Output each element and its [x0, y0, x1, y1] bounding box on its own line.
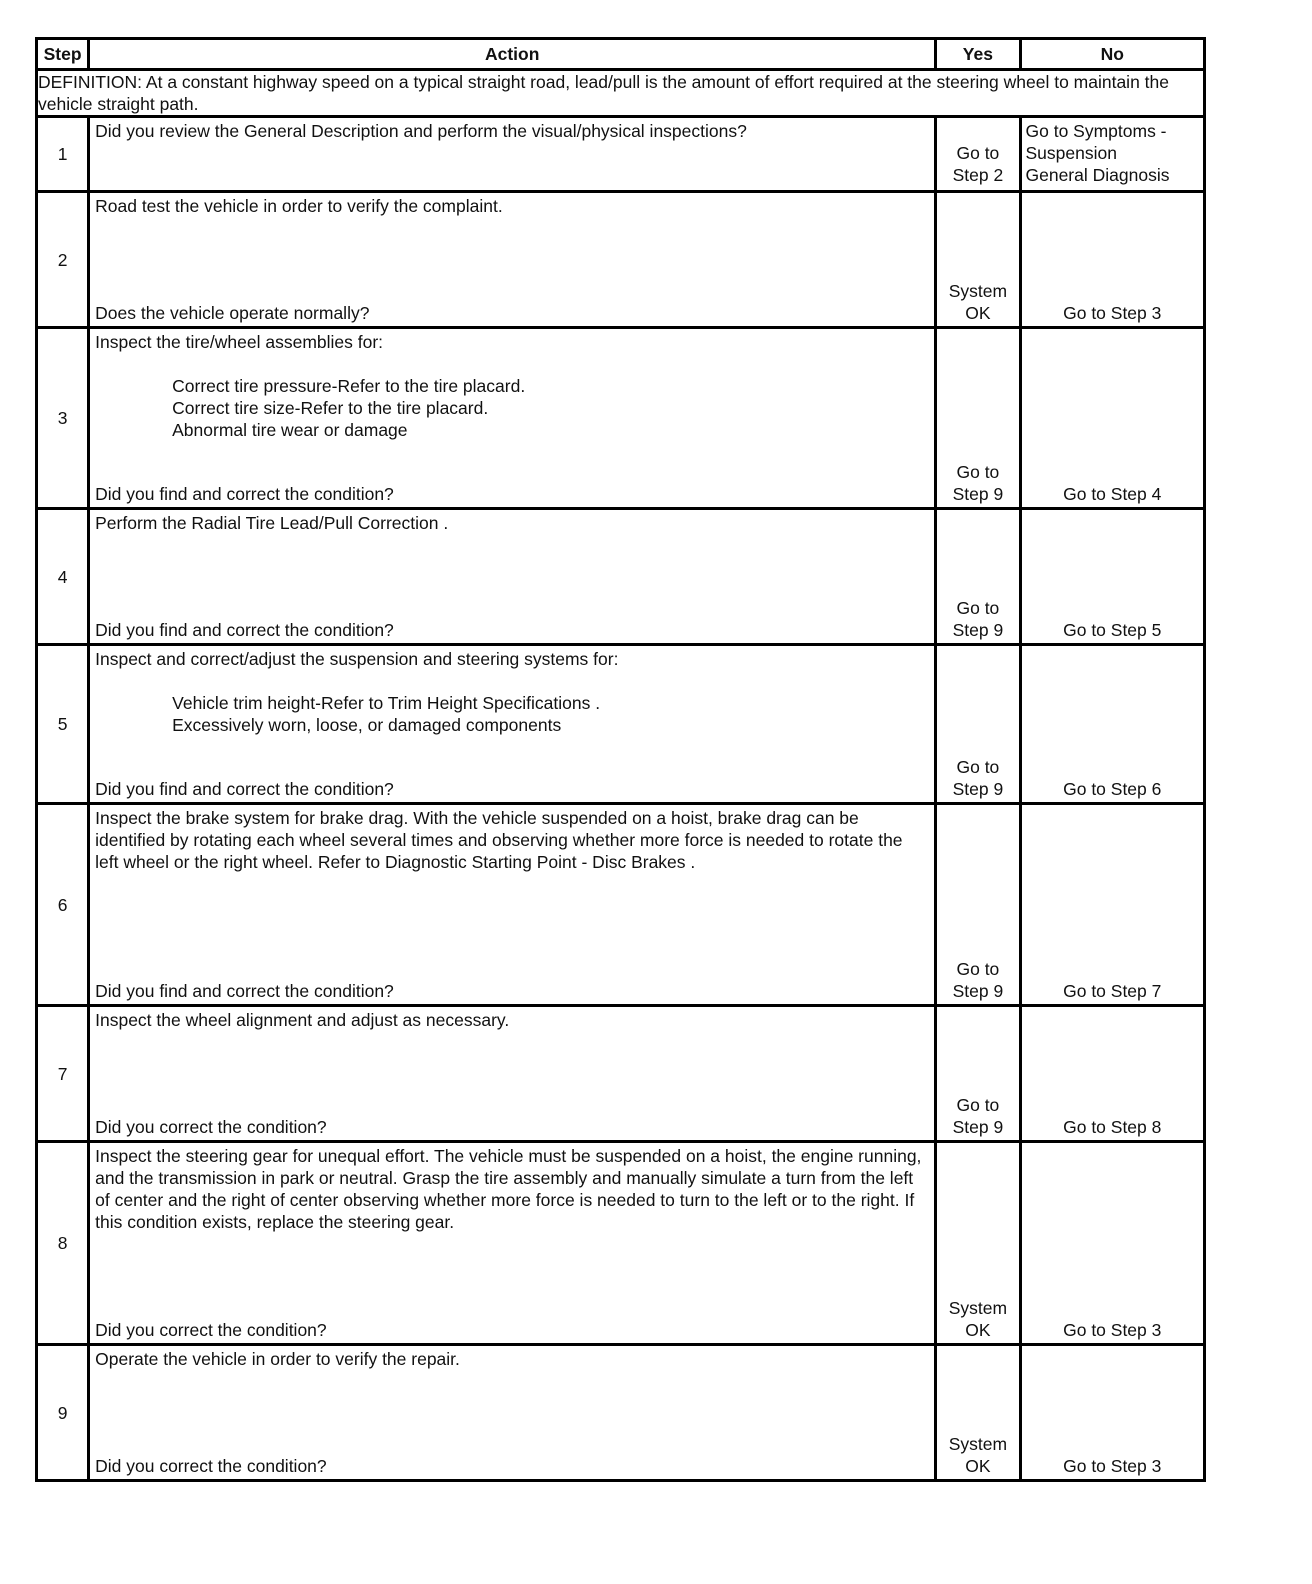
- no-cell: [1020, 117, 1205, 192]
- yes-cell: [936, 645, 1020, 804]
- action-cell: [89, 509, 936, 645]
- yes-result: Go to: [956, 143, 1000, 163]
- inspection-item: Excessively worn, loose, or damaged components: [172, 715, 562, 735]
- yes-cell: [936, 117, 1020, 192]
- step-row: [37, 1006, 1205, 1142]
- action-text: Road test the vehicle in order to verify the complaint.: [95, 196, 503, 216]
- step-row: [37, 804, 1205, 1006]
- step-number: 9: [37, 1345, 89, 1481]
- action-cell: [89, 1006, 936, 1142]
- action-question: Did you correct the condition?: [95, 1456, 327, 1476]
- no-header: No: [1020, 39, 1205, 70]
- no-result: Go to Step 3: [1063, 1320, 1162, 1340]
- action-question: Did you find and correct the condition?: [95, 779, 394, 799]
- action-cell: [89, 192, 936, 328]
- no-result: General Diagnosis: [1025, 165, 1170, 185]
- step-row: [37, 192, 1205, 328]
- action-text: Inspect and correct/adjust the suspension and steering systems for:: [95, 649, 619, 669]
- diagnostic-table: [35, 37, 1206, 1482]
- inspection-list: [172, 375, 930, 441]
- definition-text: DEFINITION: At a constant highway speed on a typical straight road, lead/pull is the amount of effort required at the steering wheel to maintain the vehicle straight path.: [37, 70, 1205, 117]
- action-question: Does the vehicle operate normally?: [95, 303, 370, 323]
- yes-result: Step 9: [952, 620, 1004, 640]
- step-row: [37, 1142, 1205, 1345]
- yes-result: Step 9: [952, 1117, 1004, 1137]
- action-text: Operate the vehicle in order to verify the repair.: [95, 1349, 460, 1369]
- action-text: Inspect the tire/wheel assemblies for:: [95, 332, 384, 352]
- action-question: Did you find and correct the condition?: [95, 981, 394, 1001]
- step-number: 2: [37, 192, 89, 328]
- action-cell: [89, 117, 936, 192]
- yes-result: OK: [965, 1456, 991, 1476]
- yes-cell: [936, 192, 1020, 328]
- no-result: Suspension: [1025, 143, 1117, 163]
- yes-result: Go to: [956, 1095, 1000, 1115]
- action-question: Did you correct the condition?: [95, 1320, 327, 1340]
- inspection-item: Correct tire pressure-Refer to the tire placard.: [172, 376, 526, 396]
- yes-result: Go to: [956, 959, 1000, 979]
- no-result: Go to Symptoms -: [1025, 121, 1167, 141]
- no-cell: [1020, 1345, 1205, 1481]
- no-result: Go to Step 4: [1063, 484, 1162, 504]
- yes-result: Step 2: [952, 165, 1004, 185]
- yes-result: System: [948, 1434, 1008, 1454]
- no-result: Go to Step 3: [1063, 1456, 1162, 1476]
- action-text: Perform the Radial Tire Lead/Pull Correction .: [95, 513, 449, 533]
- yes-cell: [936, 804, 1020, 1006]
- no-result: Go to Step 8: [1063, 1117, 1162, 1137]
- action-question: Did you correct the condition?: [95, 1117, 327, 1137]
- yes-result: Step 9: [952, 779, 1004, 799]
- inspection-item: Correct tire size-Refer to the tire placard.: [172, 398, 489, 418]
- no-result: Go to Step 5: [1063, 620, 1162, 640]
- step-header: Step: [37, 39, 89, 70]
- action-cell: [89, 328, 936, 509]
- action-question: Did you find and correct the condition?: [95, 620, 394, 640]
- step-row: [37, 1345, 1205, 1481]
- action-text: Inspect the wheel alignment and adjust as necessary.: [95, 1010, 510, 1030]
- step-number: 3: [37, 328, 89, 509]
- no-result: Go to Step 3: [1063, 303, 1162, 323]
- action-text: Inspect the brake system for brake drag. With the vehicle suspended on a hoist, brake drag can be identified by rotating each wheel several times and observing whether more force is needed to rotate the left wheel or the right wheel. Refer to Diagnostic Starting Point - Disc Brakes .: [95, 808, 903, 872]
- inspection-item: Abnormal tire wear or damage: [172, 420, 408, 440]
- yes-cell: [936, 1142, 1020, 1345]
- step-row: [37, 328, 1205, 509]
- no-cell: [1020, 328, 1205, 509]
- action-cell: [89, 1142, 936, 1345]
- no-cell: [1020, 509, 1205, 645]
- yes-result: System: [948, 1298, 1008, 1318]
- no-cell: [1020, 645, 1205, 804]
- step-number: 5: [37, 645, 89, 804]
- yes-cell: [936, 1006, 1020, 1142]
- yes-result: OK: [965, 303, 991, 323]
- yes-result: Go to: [956, 757, 1000, 777]
- action-text: Did you review the General Description and perform the visual/physical inspections?: [95, 121, 747, 141]
- no-cell: [1020, 1142, 1205, 1345]
- action-text: Inspect the steering gear for unequal effort. The vehicle must be suspended on a hoist, the engine running, and the transmission in park or neutral. Grasp the tire assembly and manually simulate a turn from the left of center and the right of center observing whether more force is needed to turn to the left or to the right. If this condition exists, replace the steering gear.: [95, 1146, 922, 1232]
- step-number: 8: [37, 1142, 89, 1345]
- yes-cell: [936, 509, 1020, 645]
- inspection-list: [172, 692, 930, 736]
- yes-result: Go to: [956, 598, 1000, 618]
- header-row: [37, 39, 1205, 70]
- no-cell: [1020, 1006, 1205, 1142]
- action-header: Action: [89, 39, 936, 70]
- no-result: Go to Step 7: [1063, 981, 1162, 1001]
- action-cell: [89, 1345, 936, 1481]
- yes-result: Step 9: [952, 981, 1004, 1001]
- yes-result: System: [948, 281, 1008, 301]
- yes-result: OK: [965, 1320, 991, 1340]
- action-question: Did you find and correct the condition?: [95, 484, 394, 504]
- step-number: 1: [37, 117, 89, 192]
- no-cell: [1020, 192, 1205, 328]
- inspection-item: Vehicle trim height-Refer to Trim Height Specifications .: [172, 693, 601, 713]
- definition-row: [37, 70, 1205, 117]
- yes-cell: [936, 328, 1020, 509]
- step-number: 6: [37, 804, 89, 1006]
- yes-result: Step 9: [952, 484, 1004, 504]
- yes-result: Go to: [956, 462, 1000, 482]
- step-row: [37, 509, 1205, 645]
- step-row: [37, 645, 1205, 804]
- no-cell: [1020, 804, 1205, 1006]
- action-cell: [89, 645, 936, 804]
- step-number: 4: [37, 509, 89, 645]
- no-result: Go to Step 6: [1063, 779, 1162, 799]
- action-cell: [89, 804, 936, 1006]
- yes-header: Yes: [936, 39, 1020, 70]
- yes-cell: [936, 1345, 1020, 1481]
- step-row: [37, 117, 1205, 192]
- step-number: 7: [37, 1006, 89, 1142]
